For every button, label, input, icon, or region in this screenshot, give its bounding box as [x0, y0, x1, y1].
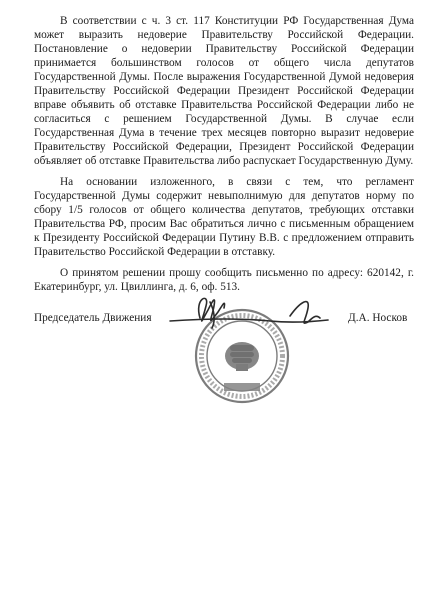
letter-body: [34, 14, 414, 301]
seal-stamp: [196, 310, 288, 402]
handwritten-signature: [170, 298, 328, 328]
seal-and-signature: [150, 288, 335, 428]
paragraph-constitution: В соответствии с ч. 3 ст. 117 Конституции РФ Государственная Дума может выразить недоверие Правительству Российской Федерации. Постановление о недоверии Правительству Российской Федерации принимается большинством голосов от общего числа депутатов Государственной Думы. После выражения Государственной Думой недоверия Правительству Российской Федерации Президент Российской Федерации вправе объявить об отставке Правительства Российской Федерации либо не согласиться с решением Государственной Думы. В случае если Государственная Дума в течение трех месяцев повторно выразит недоверие Правительству Российской Федерации, Президент Российской Федерации объявляет об отставке Правительства либо распускает Государственную Думу.: [34, 15, 414, 167]
signatory-name: Д.А. Носков: [348, 312, 408, 324]
signatory-title: Председатель Движения: [34, 312, 152, 324]
fist-emblem-icon: [225, 342, 259, 371]
paragraph-request: На основании изложенного, в связи с тем, что регламент Государственной Думы содержит невыполнимую для депутатов норму по сбору 1/5 голосов от общего количества депутатов, требующих отставки Правительства РФ, просим Вас обратиться лично с письменным обращением к Президенту Российской Федерации Путину В.В. с предложением отправить Правительство Российской Федерации в отставку.: [34, 176, 414, 258]
paragraph-address: О принятом решении прошу сообщить письменно по адресу: 620142, г. Екатеринбург, ул. Цвиллинга, д. 6, оф. 513.: [34, 267, 414, 293]
